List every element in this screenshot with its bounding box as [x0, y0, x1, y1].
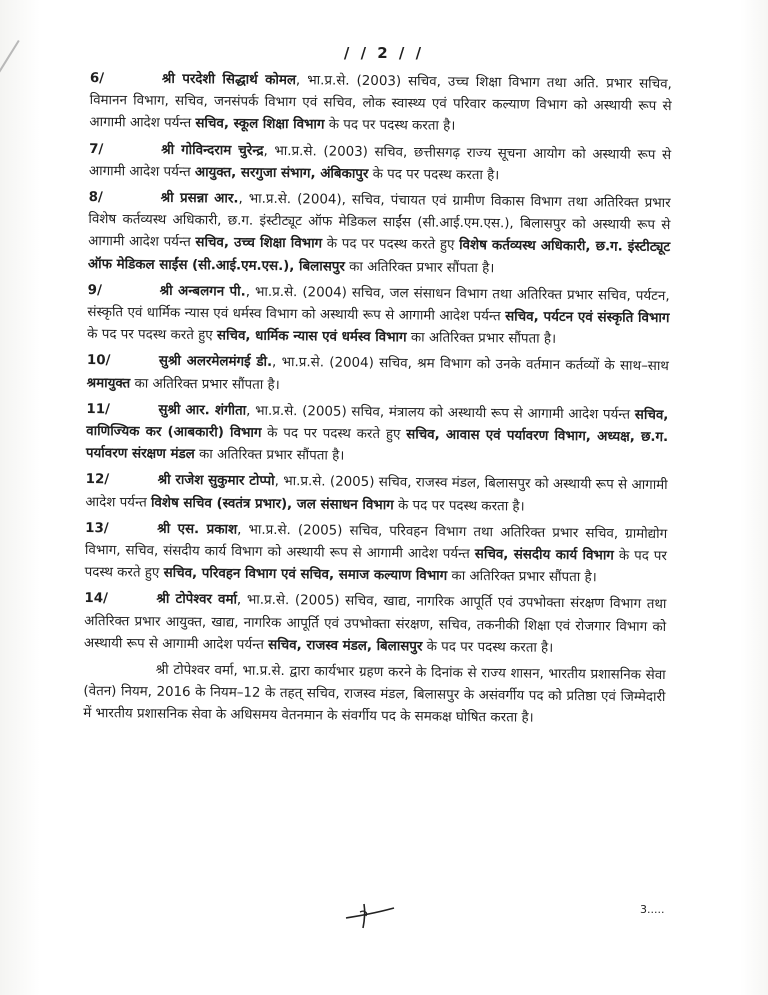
officer-name: सुश्री अलरमेलमंगई डी. — [158, 354, 273, 371]
item-number: 11/ — [86, 401, 111, 418]
item-text: के पद पर पदस्थ करते हुए — [322, 236, 460, 254]
page-number: / / 2 / / — [343, 44, 425, 62]
item-text: , भा.प्र.से. (2004) सचिव, श्रम विभाग को उनके वर्तमान कर्तव्यों के साथ–साथ — [272, 355, 669, 375]
posting-title: सचिव, संसदीय कार्य विभाग — [474, 547, 614, 564]
order-item-9 — [87, 280, 670, 353]
item-text: , भा.प्र.से. (2005) सचिव, खाद्य, नागरिक आपूर्ति एवं उपभोक्ता संरक्षण विभाग तथा अतिरिक्त प्रभार आयुक्त, खाद्य, नागरिक आपूर्ति एवं उपभोक्ता संरक्षण, सचिव, तकनीकी शिक्षा एवं रोजगार विभाग को अस्थायी रूप से आगामी आदेश पर्यन्त — [83, 593, 667, 653]
item-number: 14/ — [84, 591, 109, 607]
order-body — [83, 68, 672, 732]
item-text: , भा.प्र.से. (2005) सचिव, परिवहन विभाग तथा अतिरिक्त प्रभार सचिव, ग्रामोद्योग विभाग, सचिव, संसदीय कार्य विभाग को अस्थायी रूप से आगामी आदेश पर्यन्त — [84, 522, 668, 563]
next-page-marker: 3..... — [640, 903, 665, 916]
item-text: के पद पर पदस्थ करता है। — [422, 639, 554, 656]
officer-name: श्री टोपेश्वर वर्मा — [156, 592, 238, 609]
item-text: का अतिरिक्त प्रभार सौंपता है। — [344, 259, 495, 276]
item-number: 9/ — [87, 282, 102, 298]
item-number: 10/ — [86, 353, 111, 369]
item-text: , भा.प्र.से. (2004), सचिव, पंचायत एवं ग्रामीण विकास विभाग तथा अतिरिक्त प्रभार विशेष कर्तव्यस्थ अधिकारी, छ.ग. इंस्टीट्यूट ऑफ मेडिकल साईंस (सी.आई.एम.एस.), बिलासपुर को अस्थायी रूप से आगामी आदेश पर्यन्त — [88, 191, 671, 251]
officer-name: श्री प्रसन्ना आर. — [160, 190, 239, 207]
item-text: का अतिरिक्त प्रभार सौंपता है। — [447, 569, 597, 586]
item-text: , भा.प्र.से. (2003) सचिव, छत्तीसगढ़ राज्य सूचना आयोग को अस्थायी रूप से आगामी आदेश पर्यन्त — [88, 143, 672, 180]
officer-name: सुश्री आर. शंगीता — [158, 402, 247, 419]
officer-name: श्री परदेशी सिद्धार्थ कोमल — [161, 71, 297, 89]
item-text: , भा.प्र.से. (2004) सचिव, जल संसाधन विभाग तथा अतिरिक्त प्रभार सचिव, पर्यटन, संस्कृति एवं धार्मिक न्यास एवं धर्मस्व विभाग को अस्थायी रूप से आगामी आदेश पर्यन्त — [87, 284, 670, 325]
item-number: 13/ — [85, 520, 109, 537]
posting-title: श्रमायुक्त — [86, 375, 131, 392]
item-text: के पद पर पदस्थ करता है। — [368, 166, 500, 184]
posting-title: सचिव, राजस्व मंडल, बिलासपुर — [268, 637, 423, 655]
closing-paragraph: श्री टोपेश्वर वर्मा, भा.प्र.से. द्वारा कार्यभार ग्रहण करने के दिनांक से राज्य शासन, भारतीय प्रशासनिक सेवा (वेतन) नियम, 2016 के नियम–12 के तहत् सचिव, राजस्व मंडल, बिलासपुर के असंवर्गीय पद को प्रतिष्ठा एवं जिम्मेदारी में भारतीय प्रशासनिक सेवा के अधिसमय वेतनमान के संवर्गीय पद के समकक्ष घोषित करता है। — [83, 662, 666, 727]
item-text: , भा.प्र.से. (2005) सचिव, मंत्रालय को अस्थायी रूप से आगामी आदेश पर्यन्त — [246, 403, 635, 423]
item-number: 7/ — [89, 141, 104, 157]
item-text: के पद पर पदस्थ करता है। — [324, 117, 456, 135]
additional-charge: सचिव, धार्मिक न्यास एवं धर्मस्व विभाग — [216, 328, 407, 346]
item-text: के पद पर पदस्थ करता है। — [393, 497, 525, 515]
item-text: के पद पर पदस्थ करते हुए — [261, 425, 407, 443]
item-text: के पद पर पदस्थ करते हुए — [87, 327, 218, 344]
posting-title: आयुक्त, सरगुजा संभाग, अंबिकापुर — [194, 164, 369, 182]
signature-mark — [338, 896, 408, 932]
additional-charge: सचिव, परिवहन विभाग एवं सचिव, समाज कल्याण विभाग — [163, 566, 448, 585]
order-item-10 — [87, 350, 669, 400]
order-item-13 — [85, 518, 668, 591]
officer-name: श्री गोविन्दराम चुरेन्द्र — [161, 142, 264, 159]
order-item-7 — [89, 139, 671, 189]
item-number: 8/ — [88, 190, 103, 206]
item-text: का अतिरिक्त प्रभार सौंपता है। — [406, 330, 557, 348]
item-number: 6/ — [89, 70, 105, 87]
posting-title: विशेष सचिव (स्वतंत्र प्रभार), जल संसाधन विभाग — [150, 495, 394, 513]
item-text: , भा.प्र.से. (2005) सचिव, राजस्व मंडल, बिलासपुर को अस्थायी रूप से आगामी आदेश पर्यन्त — [85, 474, 668, 511]
order-item-11 — [86, 399, 669, 472]
posting-title: सचिव, पर्यटन एवं संस्कृति विभाग — [505, 309, 670, 327]
order-item-14 — [84, 588, 667, 661]
item-text: , भा.प्र.से. (2003) सचिव, उच्च शिक्षा विभाग तथा अति. प्रभार सचिव, विमानन विभाग, सचिव, जनसंपर्क विभाग एवं सचिव, लोक स्वास्थ्य एवं परिवार कल्याण विभाग को अस्थायी रूप से आगामी आदेश पर्यन्त — [89, 73, 672, 132]
posting-title: सचिव, उच्च शिक्षा विभाग — [195, 235, 323, 252]
item-number: 12/ — [85, 472, 110, 488]
officer-name: श्री अन्बलगन पी. — [159, 283, 246, 300]
item-text: का अतिरिक्त प्रभार सौंपता है। — [130, 376, 280, 393]
posting-title: सचिव, वाणिज्यिक कर (आबकारी) विभाग — [86, 407, 669, 441]
order-item-6 — [89, 68, 672, 141]
order-item-8 — [88, 187, 671, 282]
additional-charge: सचिव, आवास एवं पर्यावरण विभाग, अध्यक्ष, छ.ग. पर्यावरण संरक्षण मंडल — [85, 427, 669, 463]
officer-name: श्री एस. प्रकाश — [157, 521, 238, 538]
officer-name: श्री राजेश सुकुमार टोप्पो — [157, 473, 275, 490]
additional-charge: विशेष कर्तव्यस्थ अधिकारी, छ.ग. इंस्टीट्यूट ऑफ मेडिकल साईंस (सी.आई.एम.एस.), बिलासपुर — [87, 238, 671, 275]
order-item-12 — [85, 469, 667, 519]
posting-title: सचिव, स्कूल शिक्षा विभाग — [195, 116, 325, 133]
item-text: का अतिरिक्त प्रभार सौंपता है। — [194, 447, 345, 464]
item-text: के पद पर पदस्थ करते हुए — [84, 548, 668, 582]
